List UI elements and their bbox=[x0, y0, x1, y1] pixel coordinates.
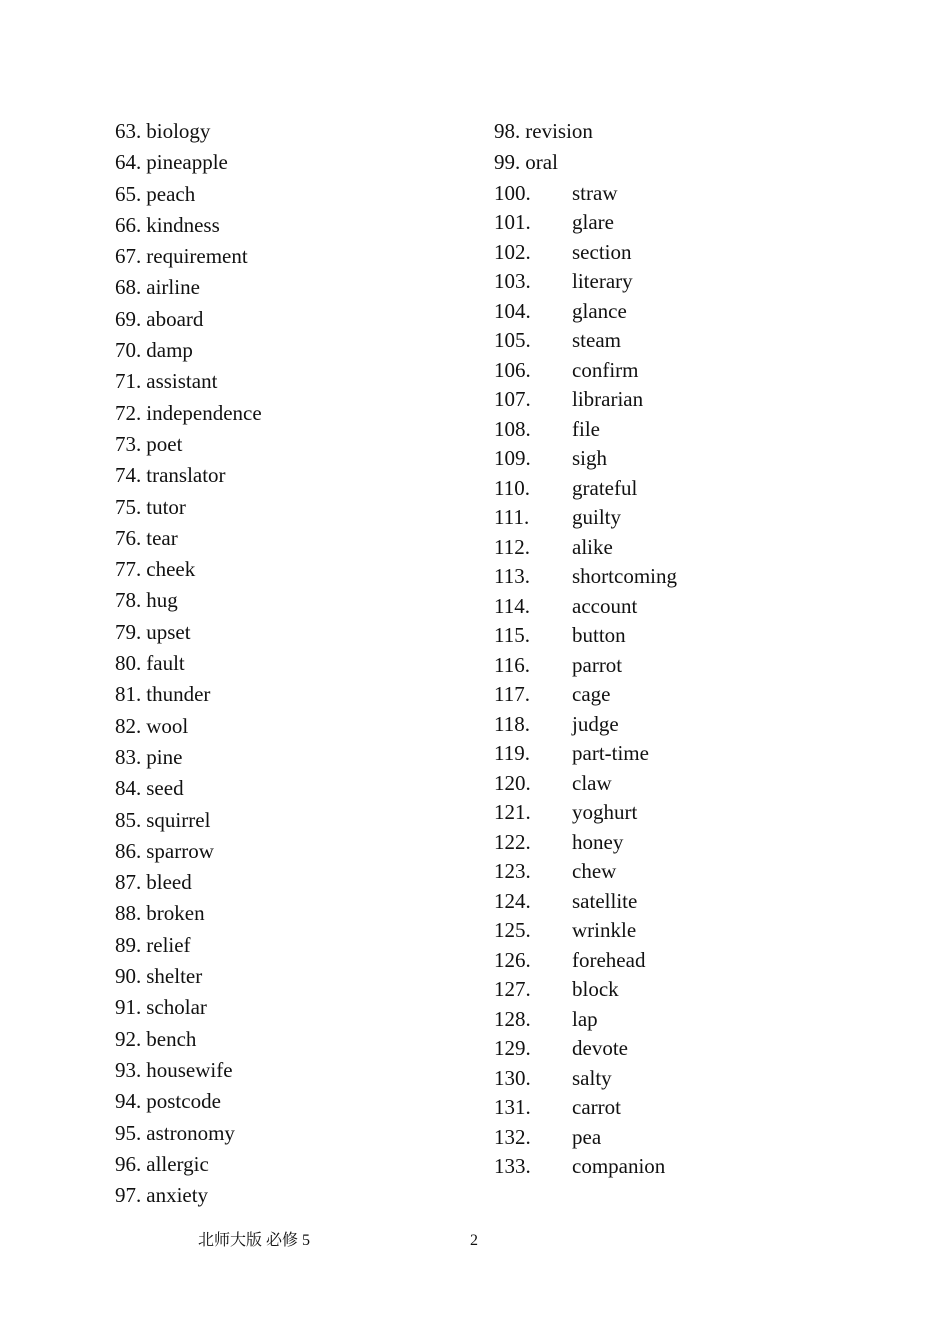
vocab-item bbox=[115, 1086, 262, 1117]
vocab-item-number: 129. bbox=[494, 1036, 531, 1061]
vocab-item bbox=[494, 267, 677, 297]
vocab-item bbox=[494, 385, 677, 415]
vocab-item bbox=[115, 648, 262, 679]
vocab-item bbox=[494, 946, 677, 976]
vocab-item-word: satellite bbox=[572, 888, 638, 913]
vocab-item-word: relief bbox=[146, 932, 191, 957]
vocab-item-number: 77. bbox=[115, 557, 142, 582]
vocab-item-word: broken bbox=[146, 901, 205, 926]
vocab-item-word: companion bbox=[572, 1154, 666, 1179]
vocab-item-word: bleed bbox=[146, 870, 192, 895]
vocab-item bbox=[115, 992, 262, 1023]
vocab-item bbox=[494, 710, 677, 740]
vocab-item-number: 122. bbox=[494, 829, 531, 854]
vocab-item bbox=[494, 356, 677, 386]
vocab-item-number: 96. bbox=[115, 1151, 142, 1176]
vocab-item-word: kindness bbox=[146, 212, 220, 237]
vocab-item bbox=[115, 398, 262, 429]
vocab-item-word: confirm bbox=[572, 357, 639, 382]
vocab-item-number: 78. bbox=[115, 588, 142, 613]
vocab-item-number: 93. bbox=[115, 1057, 142, 1082]
vocab-item-word: tutor bbox=[146, 494, 186, 519]
vocab-item-word: honey bbox=[572, 829, 624, 854]
vocab-item bbox=[115, 1180, 262, 1211]
vocab-list-left bbox=[115, 116, 262, 1211]
vocab-item-word: hug bbox=[146, 588, 178, 613]
footer-textbook-label: 北师大版 必修 5 bbox=[198, 1232, 311, 1249]
vocab-item-number: 94. bbox=[115, 1089, 142, 1114]
vocab-item bbox=[115, 711, 262, 742]
vocab-item bbox=[494, 533, 677, 563]
vocab-item-word: astronomy bbox=[146, 1120, 235, 1145]
vocab-item-number: 63. bbox=[115, 119, 142, 143]
vocab-item-word: upset bbox=[146, 619, 191, 644]
vocab-item-word: grateful bbox=[572, 475, 638, 500]
vocab-item-number: 91. bbox=[115, 995, 142, 1020]
vocab-item bbox=[494, 798, 677, 828]
vocab-item-word: file bbox=[572, 416, 600, 441]
vocab-item-word: steam bbox=[572, 328, 621, 353]
vocab-item bbox=[494, 1064, 677, 1094]
vocab-item-word: forehead bbox=[572, 947, 646, 972]
vocab-item-number: 124. bbox=[494, 888, 531, 913]
vocab-item-number: 89. bbox=[115, 932, 142, 957]
vocab-item bbox=[115, 147, 262, 178]
vocab-item-number: 103. bbox=[494, 269, 531, 294]
vocab-item bbox=[115, 210, 262, 241]
vocab-item bbox=[494, 1093, 677, 1123]
vocab-item-word: glare bbox=[572, 210, 614, 235]
vocab-item-number: 97. bbox=[115, 1183, 142, 1208]
vocab-list-right bbox=[494, 116, 677, 1182]
vocab-item-word: straw bbox=[572, 180, 618, 205]
vocab-item-word: aboard bbox=[146, 306, 204, 331]
vocab-item-number: 88. bbox=[115, 901, 142, 926]
vocab-item-number: 123. bbox=[494, 859, 531, 884]
vocab-item bbox=[115, 492, 262, 523]
vocab-item bbox=[494, 179, 677, 209]
vocab-item-number: 100. bbox=[494, 180, 531, 205]
vocab-item-number: 92. bbox=[115, 1026, 142, 1051]
vocab-item bbox=[494, 975, 677, 1005]
vocab-item-word: chew bbox=[572, 859, 617, 884]
vocab-item bbox=[494, 1034, 677, 1064]
vocab-item-word: devote bbox=[572, 1036, 628, 1061]
vocab-item-number: 112. bbox=[494, 534, 530, 559]
vocab-item-word: parrot bbox=[572, 652, 623, 677]
footer-page-number: 2 bbox=[470, 1232, 478, 1249]
vocab-item-word: poet bbox=[146, 431, 183, 456]
vocab-item-word: librarian bbox=[572, 387, 644, 412]
vocab-item-word: glance bbox=[572, 298, 627, 323]
vocab-item-word: assistant bbox=[146, 369, 218, 394]
vocab-item-number: 119. bbox=[494, 741, 530, 766]
vocab-item bbox=[115, 836, 262, 867]
vocab-item bbox=[115, 272, 262, 303]
vocab-item-word: biology bbox=[146, 119, 211, 143]
vocab-item bbox=[115, 1149, 262, 1180]
vocab-item bbox=[494, 1123, 677, 1153]
vocab-item-word: housewife bbox=[146, 1057, 233, 1082]
vocab-item-number: 84. bbox=[115, 776, 142, 801]
vocab-item-word: postcode bbox=[146, 1089, 221, 1114]
vocab-item-word: wool bbox=[146, 713, 189, 738]
vocab-item-word: oral bbox=[525, 150, 558, 175]
vocab-item-number: 110. bbox=[494, 475, 530, 500]
vocab-item-word: bench bbox=[146, 1026, 197, 1051]
vocab-item-number: 70. bbox=[115, 338, 142, 363]
vocab-item bbox=[115, 1024, 262, 1055]
vocab-item-word: seed bbox=[146, 776, 184, 801]
vocab-item-word: alike bbox=[572, 534, 613, 559]
vocab-item bbox=[115, 179, 262, 210]
vocab-item bbox=[494, 503, 677, 533]
vocab-item bbox=[494, 208, 677, 238]
vocab-item-number: 86. bbox=[115, 838, 142, 863]
vocab-item-number: 75. bbox=[115, 494, 142, 519]
vocab-item bbox=[115, 961, 262, 992]
vocab-item-number: 85. bbox=[115, 807, 142, 832]
vocab-item-number: 133. bbox=[494, 1154, 531, 1179]
vocab-item bbox=[494, 474, 677, 504]
vocab-item bbox=[494, 1152, 677, 1182]
vocab-item bbox=[115, 241, 262, 272]
vocab-item-word: translator bbox=[146, 463, 226, 488]
vocab-item bbox=[494, 147, 677, 178]
vocab-item-word: cage bbox=[572, 682, 611, 707]
vocab-item-number: 117. bbox=[494, 682, 530, 707]
vocab-item-number: 68. bbox=[115, 275, 142, 300]
vocab-item-word: literary bbox=[572, 269, 633, 294]
vocab-item-number: 130. bbox=[494, 1065, 531, 1090]
vocab-item bbox=[115, 460, 262, 491]
vocab-item-word: revision bbox=[525, 119, 593, 143]
vocab-item bbox=[115, 679, 262, 710]
vocab-item bbox=[494, 415, 677, 445]
vocab-item bbox=[494, 444, 677, 474]
vocab-item-word: sparrow bbox=[146, 838, 214, 863]
vocab-item-number: 116. bbox=[494, 652, 530, 677]
vocab-item bbox=[115, 898, 262, 929]
vocab-item-word: button bbox=[572, 623, 626, 648]
vocab-item-number: 128. bbox=[494, 1006, 531, 1031]
vocab-item-number: 99. bbox=[494, 150, 521, 175]
vocab-item bbox=[115, 523, 262, 554]
vocab-item bbox=[494, 116, 677, 147]
vocab-item bbox=[494, 739, 677, 769]
vocab-item bbox=[494, 238, 677, 268]
vocab-item-number: 67. bbox=[115, 244, 142, 269]
vocab-item bbox=[115, 742, 262, 773]
vocab-item-word: scholar bbox=[146, 995, 207, 1020]
vocab-item-word: yoghurt bbox=[572, 800, 638, 825]
vocab-item bbox=[115, 335, 262, 366]
vocab-item-word: pine bbox=[146, 744, 183, 769]
vocab-item-number: 98. bbox=[494, 119, 521, 143]
vocab-item bbox=[115, 930, 262, 961]
vocab-item-word: block bbox=[572, 977, 619, 1002]
vocab-item-word: pineapple bbox=[146, 150, 228, 175]
vocab-item-word: guilty bbox=[572, 505, 622, 530]
vocab-item-word: account bbox=[572, 593, 638, 618]
vocab-item bbox=[115, 617, 262, 648]
vocab-item bbox=[494, 326, 677, 356]
vocab-item bbox=[115, 1118, 262, 1149]
vocab-item-number: 102. bbox=[494, 239, 531, 264]
vocab-item-number: 87. bbox=[115, 870, 142, 895]
vocab-item-word: claw bbox=[572, 770, 612, 795]
vocab-item-number: 64. bbox=[115, 150, 142, 175]
vocab-item bbox=[494, 887, 677, 917]
vocab-item-number: 80. bbox=[115, 651, 142, 676]
vocab-item-number: 111. bbox=[494, 505, 530, 530]
vocab-item-word: pea bbox=[572, 1124, 602, 1149]
vocab-item-word: squirrel bbox=[146, 807, 211, 832]
vocab-item-word: judge bbox=[572, 711, 619, 736]
vocab-item bbox=[115, 773, 262, 804]
vocab-item-number: 121. bbox=[494, 800, 531, 825]
vocab-item-number: 108. bbox=[494, 416, 531, 441]
vocab-item-word: part-time bbox=[572, 741, 649, 766]
vocab-item-word: peach bbox=[146, 181, 196, 206]
vocab-item-word: allergic bbox=[146, 1151, 209, 1176]
vocab-item-word: tear bbox=[146, 525, 178, 550]
vocab-item-number: 76. bbox=[115, 525, 142, 550]
vocab-item-number: 126. bbox=[494, 947, 531, 972]
vocab-item bbox=[494, 651, 677, 681]
vocab-item-number: 105. bbox=[494, 328, 531, 353]
vocab-item bbox=[494, 680, 677, 710]
vocab-item-word: lap bbox=[572, 1006, 598, 1031]
vocab-item-word: damp bbox=[146, 338, 193, 363]
vocab-item-number: 109. bbox=[494, 446, 531, 471]
vocab-item-word: carrot bbox=[572, 1095, 621, 1120]
vocab-item-word: anxiety bbox=[146, 1183, 209, 1208]
vocab-item-number: 90. bbox=[115, 964, 142, 989]
vocab-item-number: 65. bbox=[115, 181, 142, 206]
vocab-item-number: 125. bbox=[494, 918, 531, 943]
vocab-item bbox=[494, 828, 677, 858]
vocab-item-number: 73. bbox=[115, 431, 142, 456]
vocab-item bbox=[494, 621, 677, 651]
vocab-item-word: salty bbox=[572, 1065, 612, 1090]
vocab-item-number: 104. bbox=[494, 298, 531, 323]
vocab-item-number: 106. bbox=[494, 357, 531, 382]
vocab-item-word: airline bbox=[146, 275, 200, 300]
vocab-item-word: wrinkle bbox=[572, 918, 637, 943]
vocab-item-number: 115. bbox=[494, 623, 530, 648]
vocab-item-number: 118. bbox=[494, 711, 530, 736]
vocab-item bbox=[494, 857, 677, 887]
vocab-item-number: 132. bbox=[494, 1124, 531, 1149]
vocab-item-word: fault bbox=[146, 651, 185, 676]
vocab-item bbox=[494, 916, 677, 946]
vocab-item bbox=[115, 429, 262, 460]
vocab-item-word: sigh bbox=[572, 446, 608, 471]
vocab-item-number: 107. bbox=[494, 387, 531, 412]
vocab-item bbox=[115, 585, 262, 616]
vocab-item-word: cheek bbox=[146, 557, 196, 582]
vocab-item-number: 72. bbox=[115, 400, 142, 425]
vocab-item-word: requirement bbox=[146, 244, 248, 269]
vocab-item-number: 95. bbox=[115, 1120, 142, 1145]
vocab-item-word: shortcoming bbox=[572, 564, 677, 589]
vocab-item-word: shelter bbox=[146, 964, 203, 989]
vocab-item bbox=[494, 592, 677, 622]
vocab-item bbox=[494, 562, 677, 592]
vocab-item-number: 81. bbox=[115, 682, 142, 707]
vocab-item-word: independence bbox=[146, 400, 262, 425]
vocab-item bbox=[115, 116, 262, 147]
vocab-item-number: 131. bbox=[494, 1095, 531, 1120]
vocab-item bbox=[494, 769, 677, 799]
vocab-item-number: 71. bbox=[115, 369, 142, 394]
vocab-item-number: 74. bbox=[115, 463, 142, 488]
vocab-item bbox=[115, 554, 262, 585]
vocab-item-number: 79. bbox=[115, 619, 142, 644]
vocab-item-number: 101. bbox=[494, 210, 531, 235]
vocab-item-word: section bbox=[572, 239, 632, 264]
vocab-item bbox=[115, 1055, 262, 1086]
vocab-item-number: 120. bbox=[494, 770, 531, 795]
vocab-item-number: 127. bbox=[494, 977, 531, 1002]
vocab-item bbox=[494, 1005, 677, 1035]
vocab-item bbox=[115, 304, 262, 335]
vocab-item bbox=[115, 366, 262, 397]
vocab-item-word: thunder bbox=[146, 682, 211, 707]
vocab-item-number: 83. bbox=[115, 744, 142, 769]
vocab-item-number: 114. bbox=[494, 593, 530, 618]
vocab-item-number: 82. bbox=[115, 713, 142, 738]
vocab-item bbox=[115, 867, 262, 898]
vocab-item-number: 66. bbox=[115, 212, 142, 237]
vocab-item-number: 69. bbox=[115, 306, 142, 331]
vocab-item bbox=[115, 805, 262, 836]
vocab-item-number: 113. bbox=[494, 564, 530, 589]
vocab-item bbox=[494, 297, 677, 327]
